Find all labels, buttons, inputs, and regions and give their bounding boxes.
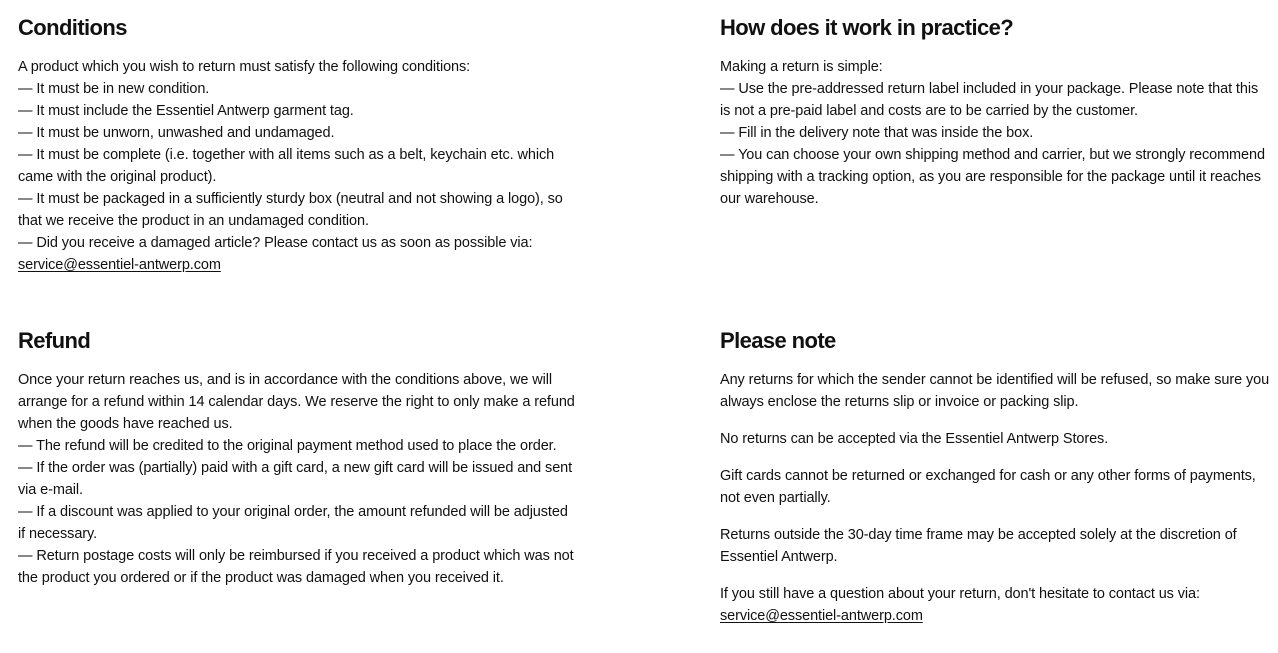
conditions-item: — It must be complete (i.e. together with all items such as a belt, keychain etc. which came with the original product). (18, 147, 555, 185)
conditions-item: — It must be unworn, unwashed and undamaged. (18, 125, 335, 141)
conditions-item: — It must be in new condition. (18, 81, 210, 97)
refund-item: — The refund will be credited to the original payment method used to place the order. (18, 438, 557, 454)
refund-item: — If a discount was applied to your original order, the amount refunded will be adjusted if necessary. (18, 504, 568, 542)
conditions-email-link[interactable]: service@essentiel-antwerp.com (18, 257, 221, 273)
refund-item: — If the order was (partially) paid with a gift card, a new gift card will be issued and sent via e-mail. (18, 460, 573, 498)
conditions-item: — Did you receive a damaged article? Please contact us as soon as possible via: (18, 235, 533, 251)
how-it-works-item: — Fill in the delivery note that was inside the box. (720, 125, 1034, 141)
how-it-works-body (720, 56, 1270, 210)
please-note-contact-text: If you still have a question about your return, don't hesitate to contact us via: (720, 586, 1200, 602)
please-note-paragraph: Returns outside the 30-day time frame may be accepted solely at the discretion of Essentiel Antwerp. (720, 527, 1237, 565)
please-note-paragraph: Any returns for which the sender cannot be identified will be refused, so make sure you always enclose the returns slip or invoice or packing slip. (720, 372, 1270, 410)
refund-section (18, 327, 578, 589)
please-note-section (720, 327, 1270, 627)
how-it-works-section (720, 14, 1270, 210)
please-note-heading: Please note (720, 328, 836, 353)
please-note-body (720, 369, 1270, 627)
how-it-works-item: — Use the pre-addressed return label included in your package. Please note that this is not a pre-paid label and costs are to be carried by the customer. (720, 81, 1259, 119)
conditions-section (18, 14, 578, 276)
conditions-intro: A product which you wish to return must satisfy the following conditions: (18, 59, 471, 75)
how-it-works-intro: Making a return is simple: (720, 59, 883, 75)
how-it-works-item: — You can choose your own shipping method and carrier, but we strongly recommend shipping with a tracking option, as you are responsible for the package until it reaches our warehouse. (720, 147, 1265, 207)
refund-intro: Once your return reaches us, and is in accordance with the conditions above, we will arrange for a refund within 14 calendar days. We reserve the right to only make a refund when the goods have reached us. (18, 372, 575, 432)
refund-body (18, 369, 578, 589)
please-note-paragraph: No returns can be accepted via the Essentiel Antwerp Stores. (720, 431, 1109, 447)
please-note-email-link[interactable]: service@essentiel-antwerp.com (720, 608, 923, 624)
refund-heading: Refund (18, 328, 91, 353)
how-it-works-heading: How does it work in practice? (720, 15, 1014, 40)
please-note-paragraph: Gift cards cannot be returned or exchanged for cash or any other forms of payments, not even partially. (720, 468, 1256, 506)
conditions-item: — It must include the Essentiel Antwerp garment tag. (18, 103, 354, 119)
please-note-contact (720, 583, 1270, 627)
refund-item: — Return postage costs will only be reimbursed if you received a product which was not the product you ordered or if the product was damaged when you received it. (18, 548, 574, 586)
conditions-heading: Conditions (18, 15, 127, 40)
conditions-body (18, 56, 578, 276)
conditions-item: — It must be packaged in a sufficiently sturdy box (neutral and not showing a logo), so that we receive the product in an undamaged condition. (18, 191, 563, 229)
